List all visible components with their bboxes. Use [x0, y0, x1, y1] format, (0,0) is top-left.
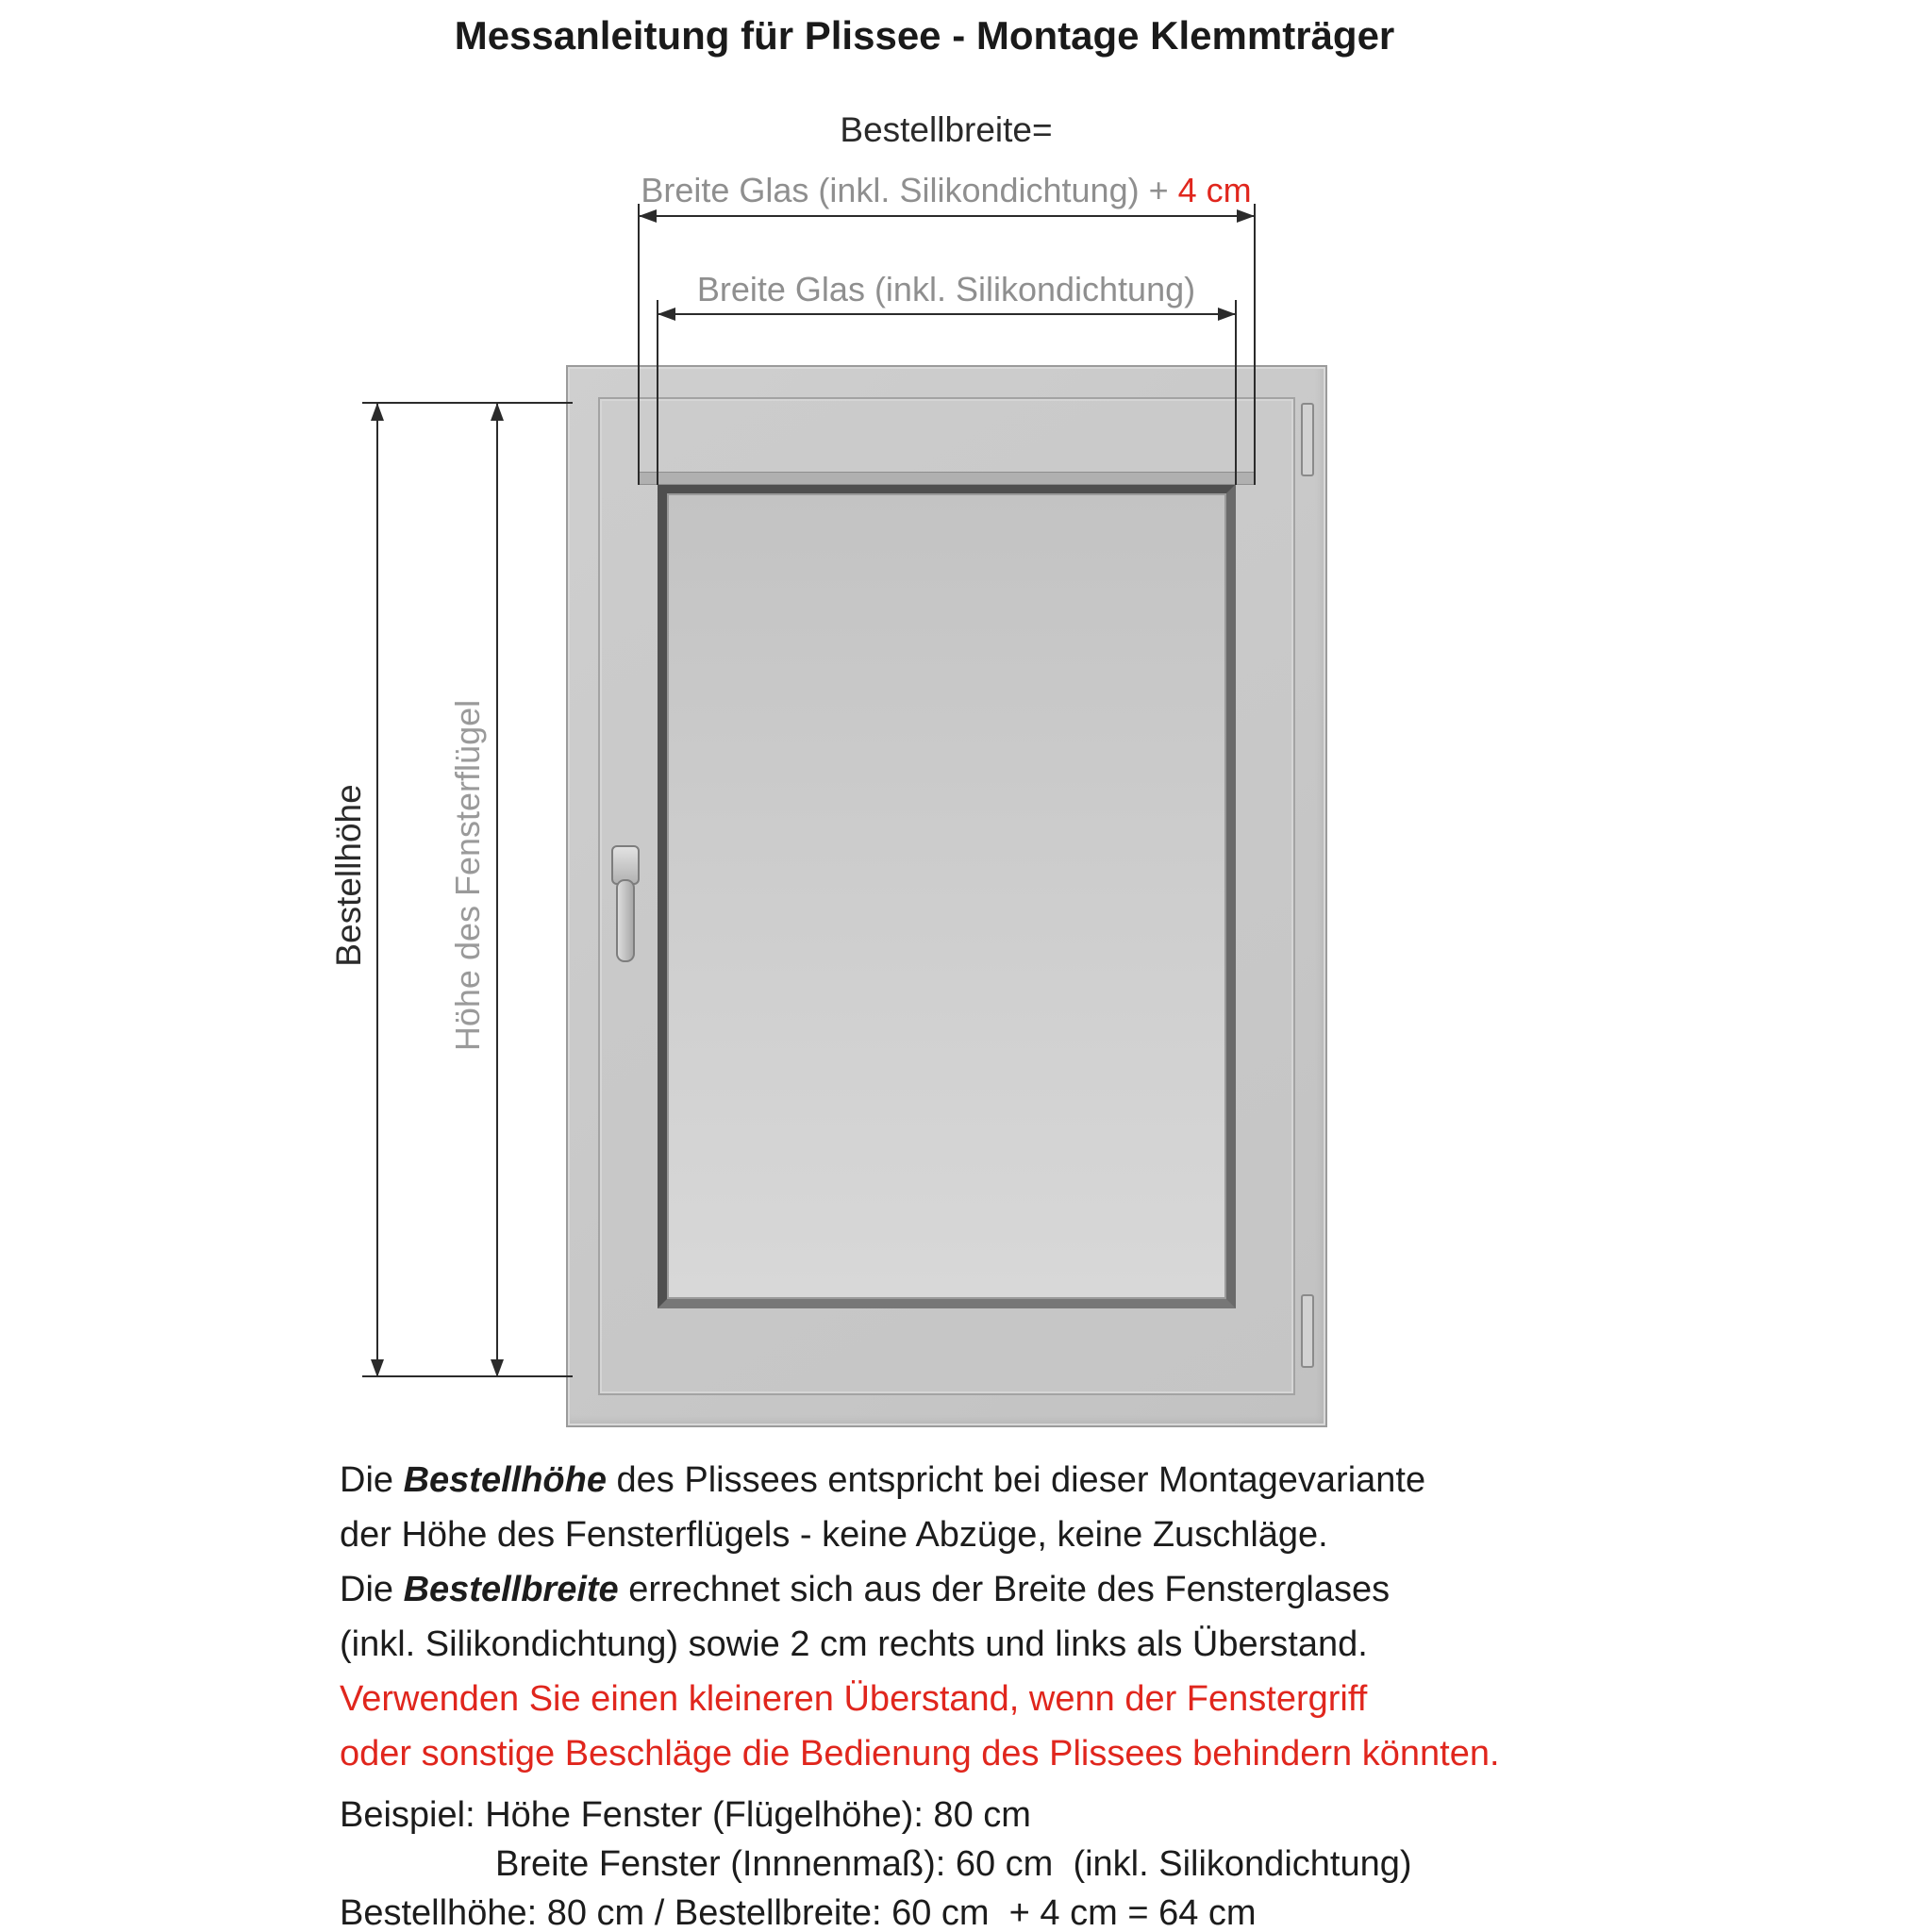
extension-line-glass-width-right: [1235, 300, 1237, 485]
glass-width-label: Breite Glas (inkl. Silikondichtung): [696, 270, 1196, 308]
description-segment: errechnet sich aus der Breite des Fensterglases: [618, 1570, 1391, 1609]
description-paragraph: [340, 1453, 1717, 1781]
page-title: Messanleitung für Plissee - Montage Klemmträger: [454, 13, 1395, 58]
glass-width-arrowhead-left: [658, 308, 675, 321]
order-width-label: Bestellbreite=: [840, 110, 1053, 149]
sash-height-arrow-line: [496, 403, 498, 1377]
example-line-1: Beispiel: Höhe Fenster (Flügelhöhe): 80 cm: [340, 1795, 1031, 1835]
order-width-arrowhead-right: [1237, 209, 1255, 223]
window-hinge-top: [1301, 403, 1314, 476]
extension-line-height-bottom: [362, 1375, 573, 1377]
glass-width-arrowhead-right: [1218, 308, 1236, 321]
description-line-1: [340, 1453, 1717, 1507]
order-width-arrow-line: [639, 215, 1255, 217]
order-height-arrow-line: [376, 403, 378, 1377]
order-width-arrowhead-left: [639, 209, 657, 223]
extension-line-order-width-left: [638, 204, 640, 485]
emphasized-term-order-width: Bestellbreite: [403, 1570, 619, 1609]
description-segment: Die: [340, 1570, 404, 1609]
glass-width-formula-label: [522, 171, 1371, 210]
window-handle-grip: [616, 879, 635, 962]
description-line-4: (inkl. Silikondichtung) sowie 2 cm rechts und links als Überstand.: [340, 1624, 1368, 1664]
glass-width-arrow-line: [658, 313, 1236, 315]
extension-line-height-top: [362, 402, 573, 404]
description-segment: Die: [340, 1460, 404, 1500]
glass-width-formula-highlight: 4 cm: [1177, 171, 1252, 209]
extension-line-glass-width-left: [657, 300, 658, 485]
emphasized-term-order-height: Bestellhöhe: [403, 1460, 607, 1500]
glass-width-formula-prefix: Breite Glas (inkl. Silikondichtung) +: [641, 171, 1178, 209]
sash-height-label: Höhe des Fensterflügel: [448, 699, 487, 1052]
extension-line-order-width-right: [1254, 204, 1256, 485]
window-glass: [658, 484, 1236, 1308]
description-line-3: [340, 1562, 1717, 1617]
example-line-3: Bestellhöhe: 80 cm / Bestellbreite: 60 cm + 4 cm = 64 cm: [340, 1893, 1257, 1932]
warning-line-2: oder sonstige Beschläge die Bedienung des Plissees behindern könnten.: [340, 1734, 1500, 1774]
plissee-top-rail: [639, 472, 1255, 485]
order-height-arrowhead-bottom: [371, 1359, 384, 1377]
order-height-arrowhead-top: [371, 403, 384, 421]
example-block: [340, 1790, 1717, 1932]
warning-line-1: Verwenden Sie einen kleineren Überstand, wenn der Fenstergriff: [340, 1679, 1368, 1719]
order-height-label: Bestellhöhe: [329, 784, 368, 967]
window-hinge-bottom: [1301, 1294, 1314, 1368]
example-line-2: Breite Fenster (Innnenmaß): 60 cm (inkl. Silikondichtung): [495, 1844, 1412, 1884]
description-line-2: der Höhe des Fensterflügels - keine Abzüge, keine Zuschläge.: [340, 1515, 1328, 1555]
sash-height-arrowhead-bottom: [491, 1359, 504, 1377]
sash-height-arrowhead-top: [491, 403, 504, 421]
description-segment: des Plissees entspricht bei dieser Montagevariante: [606, 1460, 1426, 1500]
